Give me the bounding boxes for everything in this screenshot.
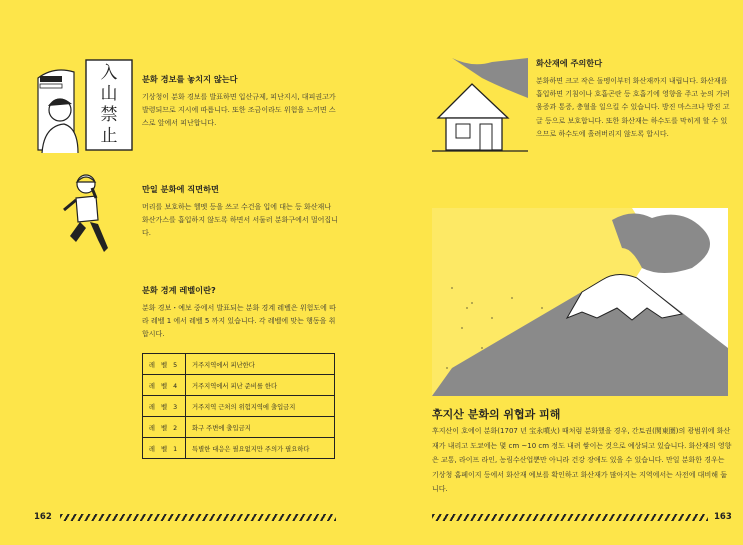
sign-characters xyxy=(86,63,132,147)
table-row xyxy=(143,354,335,375)
table-row xyxy=(143,396,335,417)
action-cell: 거주지역에서 피난 준비를 한다 xyxy=(186,375,335,396)
action-cell: 거주지역에서 피난한다 xyxy=(186,354,335,375)
footer-stripe-left xyxy=(60,514,336,521)
section-body: 머리를 보호하는 헬멧 등을 쓰고 수건을 입에 대는 등 화산재나 화산가스를 흡입하지 않도록 하면서 서둘러 분화구에서 멀어집니다. xyxy=(142,203,338,238)
alert-level-table xyxy=(142,353,335,459)
section-ash xyxy=(536,58,732,141)
feature-title: 후지산 분화의 위협과 피해 xyxy=(432,408,561,421)
page-number-left: 162 xyxy=(34,512,52,522)
level-cell: 레 벨 4 xyxy=(143,375,186,396)
section-alert xyxy=(142,74,338,131)
level-cell: 레 벨 1 xyxy=(143,438,186,459)
section-body: 분화 경보・예보 중에서 발표되는 분화 경계 레벨은 위험도에 따라 레벨 1 에서 레벨 5 까지 있습니다. 각 레벨에 맞는 행동을 취합시다. xyxy=(142,304,336,339)
section-title: 화산재에 주의한다 xyxy=(536,58,603,68)
section-eruption xyxy=(142,184,338,241)
sign-char: 禁 xyxy=(100,105,118,125)
footer-stripe-right xyxy=(432,514,708,521)
section-levels xyxy=(142,285,338,342)
running-person-illustration xyxy=(56,170,114,256)
level-cell: 레 벨 2 xyxy=(143,417,186,438)
sign-char: 止 xyxy=(100,126,118,146)
section-body: 기상청이 분화 경보를 발표하면 입산규제, 피난지시, 대피권고가 발령되므로 지시에 따릅니다. 또한 조금이라도 위험을 느끼면 스스로 앞에서 피난합니다. xyxy=(142,93,336,128)
sign-char: 入 xyxy=(100,63,118,83)
fuji-eruption-illustration xyxy=(432,208,728,396)
table-row xyxy=(143,375,335,396)
section-title: 만일 분화에 직면하면 xyxy=(142,184,219,194)
sign-char: 山 xyxy=(100,84,118,104)
level-cell: 레 벨 3 xyxy=(143,396,186,417)
action-cell: 특별한 대응은 필요없지만 주의가 필요하다 xyxy=(186,438,335,459)
section-title: 분화 경보를 놓치지 않는다 xyxy=(142,74,238,84)
action-cell: 거주지역 근처의 위험지역에 출입금지 xyxy=(186,396,335,417)
section-title: 분화 경계 레벨이란? xyxy=(142,285,216,295)
action-cell: 화구 주변에 출입금지 xyxy=(186,417,335,438)
section-body: 분화하면 크고 작은 돌멩이부터 화산재까지 내립니다. 화산재를 흡입하면 기침이나 호흡곤란 등 호흡기에 영향을 주고 눈의 가려움증과 통증, 충혈을 일으킬 수 있습니다. 방진 마스크나 방진 고글 등으로 보호합니다. 또한 화산재는 하수도를 막히게 할 수 있으므로 하수도에 흘려버리지 않도록 합시다. xyxy=(536,77,730,138)
table-row xyxy=(143,417,335,438)
table-row xyxy=(143,438,335,459)
ash-house-illustration xyxy=(432,58,528,154)
feature-body: 후지산이 호에이 분화(1707 년 宝永噴火) 때처럼 분화했을 경우, 간토권(関東圏)의 광범위에 화산재가 내리고 도쿄에는 몇 cm ~10 cm 정도 내려 쌓이는 것으로 예상되고 있습니다. 화산재의 영향은 교통, 라이프 라인, 농림수산업뿐만 아니라 건강 장애도 있을 수 있습니다. 만일 분화한 경우는 기상청 홈페이지 등에서 화산재 예보를 확인하고 화산재가 많아지는 지역에서는 사전에 대비해 둡니다. xyxy=(432,427,732,493)
page-number-right: 163 xyxy=(714,512,732,522)
level-cell: 레 벨 5 xyxy=(143,354,186,375)
